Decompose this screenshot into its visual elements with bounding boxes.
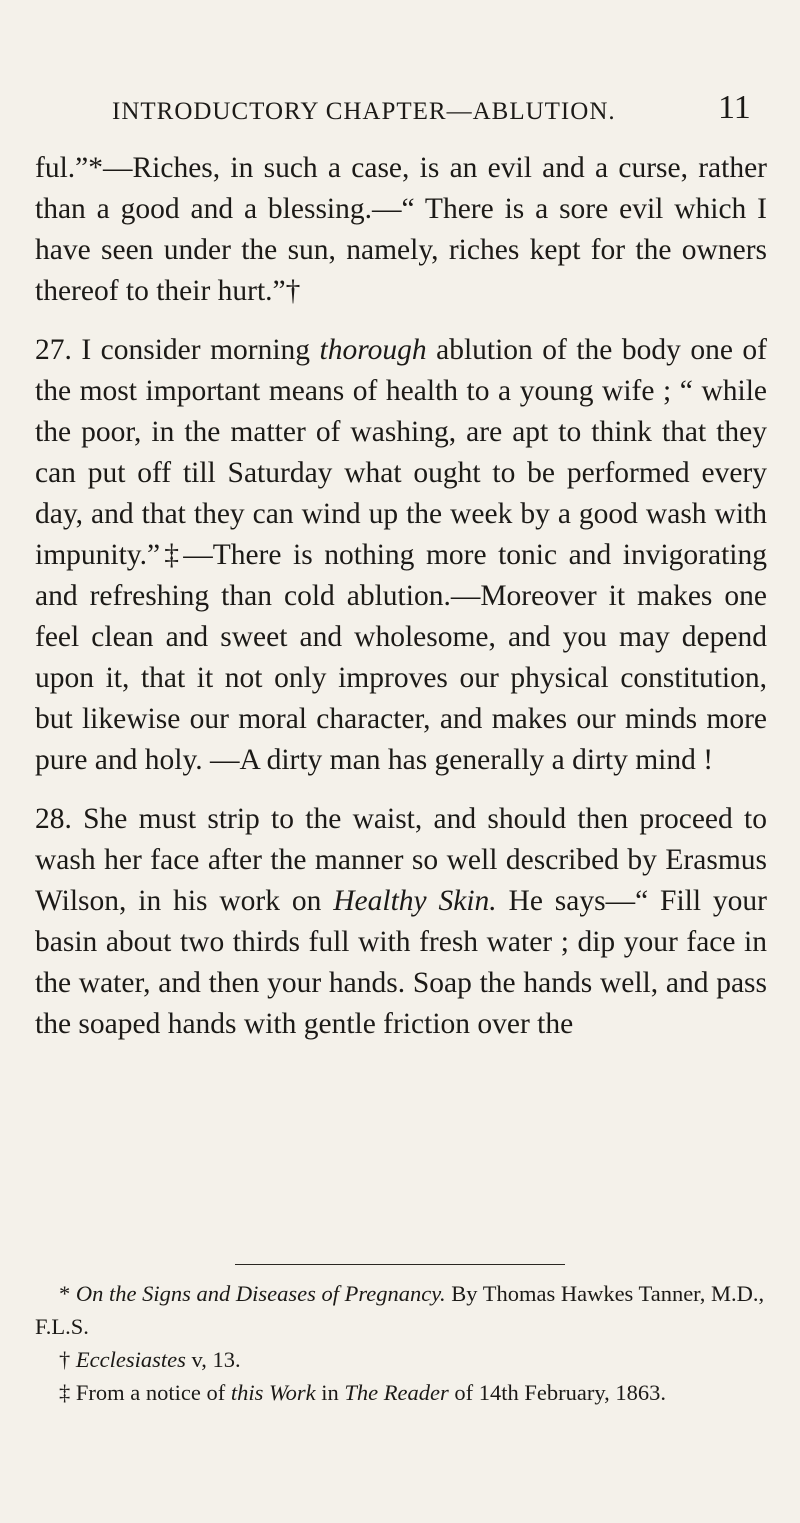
paragraph-text: ablution of the body one of the most important means of health to a young wife ; “ while the poor, in the matter of washing, are apt to think that they can put off till Saturday what ought to be performed every day, and that they can wind up the week by a good wash with impunity.”‡—There is nothing more tonic and invigorating and refreshing than cold ablution.—Moreover it makes one feel clean and sweet and wholesome, and you may depend upon it, that it not only improves our physical constitution, but likewise our moral character, and makes our minds more pure and holy. —A dirty man has generally a dirty mind ! (35, 334, 767, 776)
paragraph-text: She must strip to the waist, and should then proceed to wash her face after the manner so well described by Erasmus Wilson, in his work on (35, 803, 767, 917)
footnote-mark: ‡ (59, 1380, 71, 1405)
paragraph-27 (35, 330, 767, 781)
running-head (0, 89, 800, 132)
footnote-3 (35, 1376, 767, 1409)
footnote-1 (35, 1277, 767, 1343)
footnote-text: By Thomas Hawkes Tanner, M.D., F.L.S. (35, 1281, 765, 1339)
emphasis-text: thorough (319, 334, 427, 366)
footnote-text: of 14th February, 1863. (448, 1380, 667, 1405)
book-title-text: Healthy Skin. (333, 885, 497, 917)
footnote-text: v, 13. (185, 1347, 241, 1372)
paragraph-number: 27. (35, 334, 72, 366)
footnote-text: in (315, 1380, 345, 1405)
paragraph-text: I consider morning (71, 334, 320, 366)
book-title-text: Ecclesiastes (70, 1347, 186, 1372)
footnote-mark: † (59, 1347, 71, 1372)
paragraph-text: He says—“ Fill your basin about two thirds full with fresh water ; dip your face in the water, and then your hands. Soap the hands well, and pass the soaped hands with gentle friction over the (35, 885, 767, 1040)
footnotes (35, 1277, 767, 1409)
page-number: 11 (718, 89, 751, 126)
body-text (35, 148, 767, 1045)
emphasis-text: this Work (230, 1380, 316, 1405)
book-title-text: On the Signs and Diseases of Pregnancy. (70, 1281, 446, 1306)
book-title-text: The Reader (344, 1380, 449, 1405)
paragraph-number: 28. (35, 803, 72, 835)
paragraph-continued (35, 148, 767, 312)
paragraph-text: ful.”*—Riches, in such a case, is an evil and a curse, rather than a good and a blessing.—“ There is a sore evil which I have seen under the sun, namely, riches kept for the owners thereof to their hurt.”† (35, 152, 767, 307)
footnote-rule (235, 1264, 565, 1265)
footnote-text: From a notice of (70, 1380, 231, 1405)
paragraph-28 (35, 799, 767, 1045)
footnote-2 (35, 1343, 767, 1376)
footnote-mark: * (59, 1281, 71, 1306)
running-title: INTRODUCTORY CHAPTER—ABLUTION. (112, 98, 616, 125)
